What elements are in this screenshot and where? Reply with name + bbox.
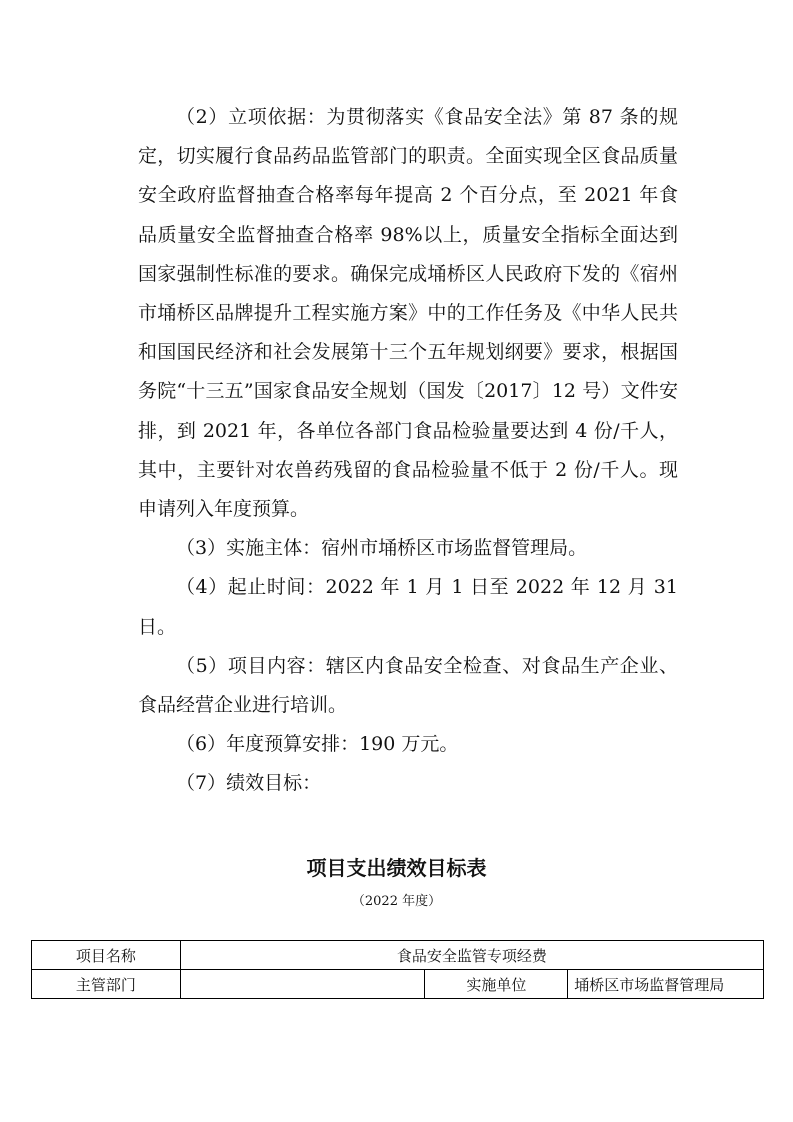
paragraph-basis: （2）立项依据：为贯彻落实《食品安全法》第 87 条的规定，切实履行食品药品监管部门的职责。全面实现全区食品质量安全政府监督抽查合格率每年提高 2 个百分点，至 2021 年食品质量安全监督抽查合格率 98%以上，质量安全指标全面达到国家强制性标准的要求。确保完成埇桥区人民政府下发的《宿州市埇桥区品牌提升工程实施方案》中的工作任务及《中华人民共和国国民经济和社会发展第十三个五年规划纲要》要求，根据国务院“十三五”国家食品安全规划（国发〔2017〕12 号）文件安排，到 2021 年，各单位各部门食品检验量要达到 4 份/千人，其中，主要针对农兽药残留的食品检验量不低于 2 份/千人。现申请列入年度预算。 bbox=[138, 106, 678, 521]
project-name-value: 食品安全监管专项经费 bbox=[180, 941, 763, 970]
paragraph-content: （5）项目内容：辖区内食品安全检查、对食品生产企业、食品经营企业进行培训。 bbox=[138, 654, 678, 717]
body-text bbox=[138, 98, 678, 804]
performance-table bbox=[31, 940, 764, 999]
paragraph-subject: （3）实施主体：宿州市埇桥区市场监督管理局。 bbox=[176, 537, 588, 560]
table-row bbox=[32, 970, 764, 999]
department-label: 主管部门 bbox=[32, 970, 181, 999]
table-title: 项目支出绩效目标表 bbox=[306, 856, 487, 880]
paragraph-goals: （7）绩效目标： bbox=[176, 772, 322, 795]
implementer-value: 埇桥区市场监督管理局 bbox=[568, 970, 764, 999]
table-row bbox=[32, 941, 764, 970]
table-subtitle: （2022 年度） bbox=[351, 894, 442, 909]
paragraph-budget: （6）年度预算安排：190 万元。 bbox=[176, 733, 459, 756]
project-name-label: 项目名称 bbox=[32, 941, 181, 970]
implementer-label: 实施单位 bbox=[425, 970, 568, 999]
paragraph-period: （4）起止时间：2022 年 1 月 1 日至 2022 年 12 月 31 日。 bbox=[138, 576, 678, 638]
department-value bbox=[180, 970, 425, 999]
